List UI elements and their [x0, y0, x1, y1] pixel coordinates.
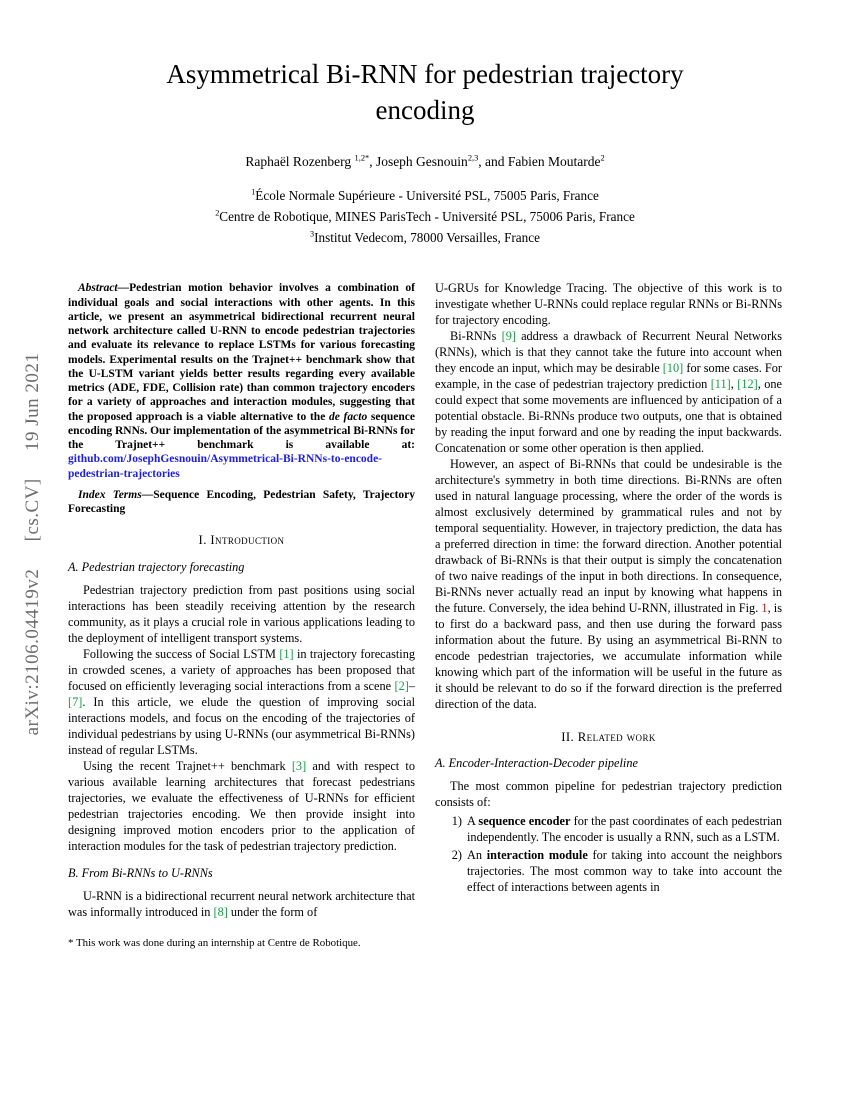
text-segment: An	[467, 848, 487, 863]
affiliation-line	[0, 206, 850, 227]
text-segment: , is to first do a backward pass, and then use during the forward pass information about the future. By using an asymmetrical Bi-RNN to encode pedestrian trajectories, we accumulate information while knowing which part of the information will be useful in the future as it should be relevant to do so if the forward direction is the preferred direction of the data.	[435, 600, 783, 711]
text-segment: 2,3	[467, 153, 479, 163]
citation-link[interactable]: [9]	[501, 329, 516, 344]
paper-header	[0, 0, 850, 248]
citation-link[interactable]: [12]	[737, 377, 758, 392]
paragraph	[68, 889, 415, 921]
text-segment: , one could expect that some movements are influenced by anticipation of a potential obstacle. Bi-RNNs produce two outputs, one that is obtained by reading the input forward and one by reading the input backwards. Concatenation or some other operation is then applied.	[435, 377, 782, 456]
citation-link[interactable]: [1]	[279, 646, 294, 661]
affiliation-line	[0, 227, 850, 248]
paragraph	[68, 647, 415, 759]
text-segment: Raphaël Rozenberg	[245, 153, 355, 169]
text-segment: 3	[310, 229, 315, 239]
text-segment: and with respect to various available learning architectures that forecast pedestrians trajectories, we evaluate the effectiveness of U-RNNs for efficient pedestrian trajectories encoding. We then provide insight into designing improved motion encoders prior to the application of interaction modules for the task of pedestrian trajectory prediction.	[68, 758, 415, 853]
text-segment: The most common pipeline for pedestrian trajectory prediction consists of:	[435, 779, 782, 810]
arxiv-id: arXiv:2106.04419v2	[22, 568, 43, 736]
text-segment: U-RNN is a bidirectional recurrent neural network architecture that was informally introduced in	[68, 888, 415, 919]
arxiv-date: 19 Jun 2021	[22, 352, 43, 451]
paragraph	[68, 759, 415, 855]
citation-link[interactable]: [8]	[213, 904, 228, 919]
text-segment: A	[467, 814, 479, 829]
section-heading-introduction: I. Introduction	[198, 533, 285, 548]
text-segment: Institut Vedecom, 78000 Versailles, France	[314, 230, 540, 246]
text-segment: . In this article, we elude the question of improving social interactions models, and focus on the encoding of the trajectories of individual pedestrians by using U-RNNs (our asymmetrical Bi-RNNs) instead of regular LSTMs.	[68, 694, 415, 757]
arxiv-category: [cs.CV]	[22, 478, 43, 542]
citation-link[interactable]: [2]	[394, 678, 409, 693]
text-segment: 2	[215, 208, 220, 218]
text-segment: , and Fabien Moutarde	[478, 153, 601, 169]
citation-link[interactable]: [3]	[291, 758, 307, 773]
text-segment: de facto	[329, 410, 368, 423]
subsection-heading-a: A. Pedestrian trajectory forecasting	[68, 559, 245, 574]
text-segment: Pedestrian trajectory prediction from past positions using social interactions has been steadily receiving attention by the research community, as it plays a crucial role in various applications leading to the deployment of intelligent transport systems.	[68, 582, 415, 645]
paper-title: Asymmetrical Bi-RNN for pedestrian trajectory encoding	[166, 59, 684, 126]
text-segment: Abstract—	[78, 282, 130, 295]
paragraph	[435, 329, 782, 457]
text-segment: for some cases. For example, in the case of pedestrian trajectory prediction	[435, 361, 782, 392]
text-segment: for taking into account the neighbors trajectories. The most common way to take into account the effect of interactions between agents in	[467, 848, 783, 895]
subsection-heading-b: B. From Bi-RNNs to U-RNNs	[68, 865, 213, 880]
text-segment: Sequence Encoding, Pedestrian Safety, Trajectory Forecasting	[68, 488, 416, 515]
authors-line	[0, 154, 850, 170]
list-item-marker: 1)	[451, 814, 462, 829]
section-heading-related-work: II. Related work	[561, 729, 656, 744]
right-column	[435, 281, 782, 950]
index-terms	[68, 488, 415, 517]
abstract-text	[68, 281, 415, 481]
text-segment: U-GRUs for Knowledge Tracing. The objective of this work is to investigate whether U-RNNs could replace regular RNNs or Bi-RNNs for trajectory encoding.	[435, 281, 782, 328]
citation-link[interactable]: [7]	[68, 694, 83, 709]
paragraph	[435, 281, 782, 329]
github-link[interactable]: github.com/JosephGesnouin/Asymmetrical-Bi-RNNs-to-encode-pedestrian-trajectories	[68, 453, 382, 480]
text-segment: However, an aspect of Bi-RNNs that could be undesirable is the architecture's symmetry in both time directions. Bi-RNNs are often used in natural language processing, where the order of the words is almost exclusively determined by grammatical rules and not by temporal sequentiality. However, in trajectory prediction, the data has a preferred direction in time: the forward direction. Another potential drawback of Bi-RNNs is that their output is simply the concatenation of two naive readings of the input in both directions. In consequence, Bi-RNNs never actually read an input by knowing what happens in the future. Conversely, the idea behind U-RNN, illustrated in Fig.	[435, 457, 782, 615]
subsection-heading-pipeline: A. Encoder-Interaction-Decoder pipeline	[435, 756, 638, 771]
paragraph	[68, 583, 415, 647]
text-segment: Pedestrian motion behavior involves a combination of individual goals and social interactions with other agents. In this article, we present an asymmetrical bidirectional recurrent neural network architecture called U-RNN to encode pedestrian trajectories and evaluate its relevance to replace LSTMs for various forecasting models. Experimental results on the Trajnet++ benchmark show that the U-LSTM variant yields better results regarding every available metrics (ADE, FDE, Collision rate) than common trajectory encoders for a variety of approaches and interaction modules, suggesting that the proposed approach is a viable alternative to the	[68, 282, 415, 423]
numbered-list	[435, 814, 782, 896]
text-segment: for the past coordinates of each pedestrian independently. The encoder is usually a RNN, such as a LSTM.	[467, 814, 782, 845]
text-segment: Following the success of Social LSTM	[83, 646, 280, 661]
affiliations-block	[0, 185, 850, 248]
text-segment: under the form of	[227, 904, 318, 919]
arxiv-watermark	[22, 284, 44, 804]
text-segment: Bi-RNNs	[450, 329, 502, 344]
text-segment: École Normale Supérieure - Université PSL, 75005 Paris, France	[255, 187, 599, 203]
list-item-text	[467, 848, 782, 896]
paragraph	[435, 779, 782, 811]
citation-link[interactable]: [10]	[662, 361, 684, 376]
text-segment: 2	[600, 153, 605, 163]
text-segment: , Joseph Gesnouin	[369, 153, 468, 169]
text-segment: in trajectory forecasting in crowded scenes, a variety of approaches has been proposed that focused on efficiently leveraging social interactions from a scene	[68, 646, 415, 693]
two-column-body	[0, 281, 850, 950]
text-segment: 1	[251, 187, 256, 197]
list-item	[435, 814, 782, 846]
text-segment: address a drawback of Recurrent Neural Networks (RNNs), which is that they cannot take the future into account when they encode an input, which may be desirable	[435, 329, 782, 376]
list-item-marker: 2)	[451, 848, 462, 863]
citation-link[interactable]: [11]	[710, 377, 731, 392]
text-segment: Centre de Robotique, MINES ParisTech - Université PSL, 75006 Paris, France	[219, 209, 635, 224]
list-item-text	[467, 814, 782, 846]
paragraph	[435, 457, 782, 713]
figure-ref-link[interactable]: 1	[761, 600, 768, 615]
text-segment: ,	[730, 377, 738, 392]
text-segment: –	[408, 678, 415, 693]
text-segment: sequence encoding RNNs. Our implementation of the asymmetrical Bi-RNNs for the Trajnet++ benchmark is available at:	[68, 410, 415, 451]
list-item	[435, 848, 782, 896]
left-column	[68, 281, 415, 950]
affiliation-line	[0, 185, 850, 206]
text-segment: Index Terms—	[78, 488, 154, 501]
text-segment: interaction module	[486, 848, 588, 863]
thanks-footnote: * This work was done during an internship at Centre de Robotique.	[68, 936, 361, 949]
text-segment: sequence encoder	[478, 814, 571, 829]
text-segment: Using the recent Trajnet++ benchmark	[83, 758, 292, 773]
text-segment: 1,2*	[354, 153, 370, 163]
